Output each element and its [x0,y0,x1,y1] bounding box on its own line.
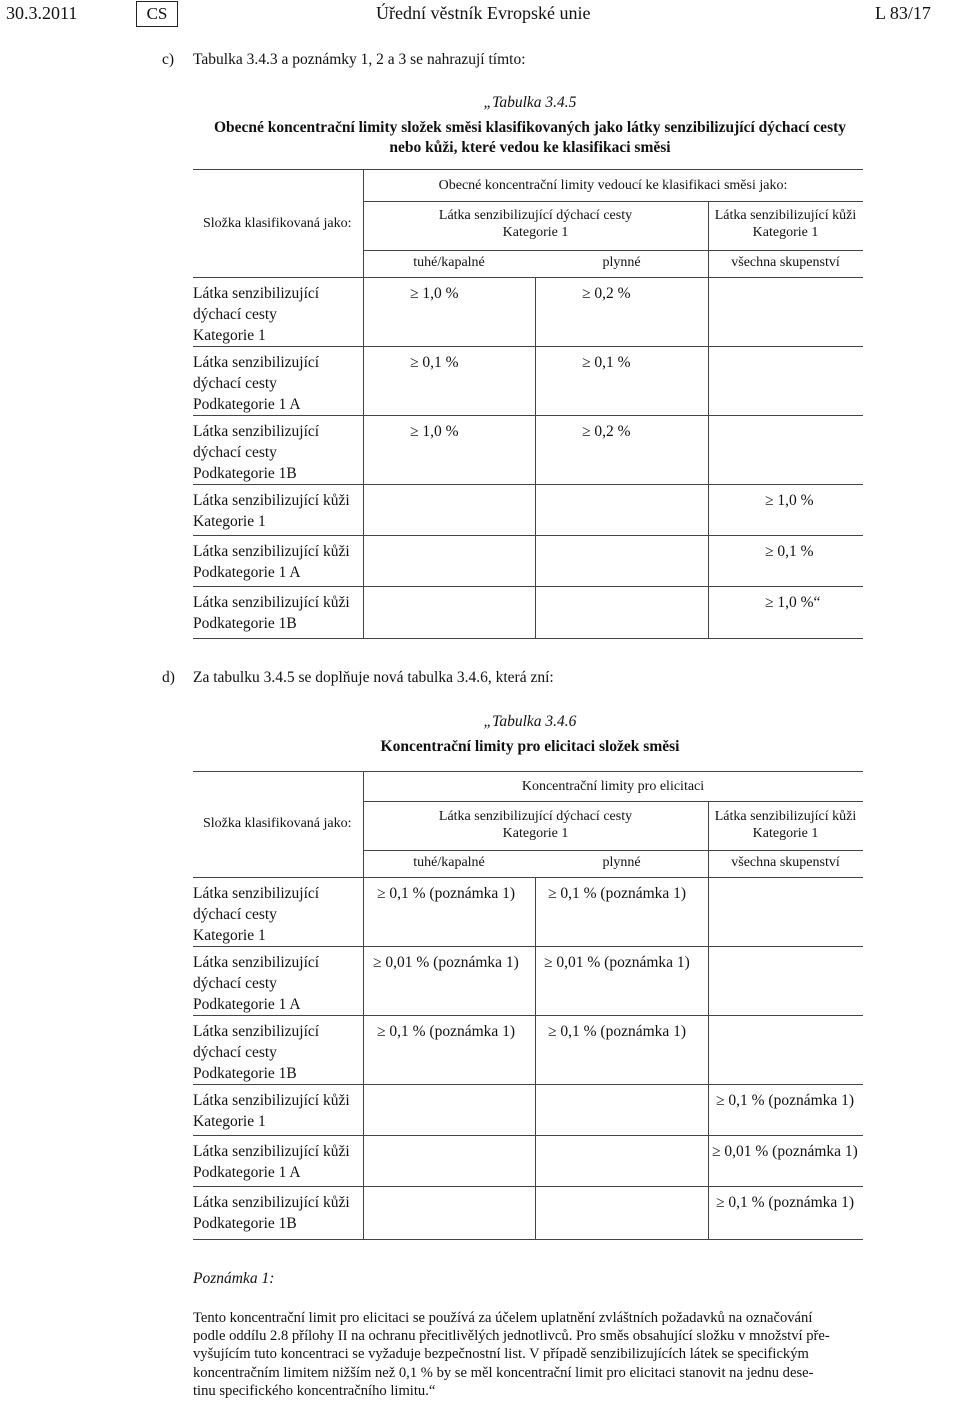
table1-divider [193,415,863,416]
table1-col-skin: Látka senzibilizující kůži Kategorie 1 [714,208,857,240]
table-cell-liquid: ≥ 0,1 % (poznámka 1) [548,885,687,902]
table2-col-divider [535,877,536,1239]
table-cell-solid: ≥ 0,1 % (poznámka 1) [377,1023,516,1040]
table1-col-respiratory: Látka senzibilizující dýchací cesty Kategorie 1 [438,208,633,240]
table1-divider [363,201,863,202]
table-row-label: Látka senzibilizující dýchací cesty Podkategorie 1 A [193,354,320,413]
table1-divider [193,277,863,278]
table-row-label: Látka senzibilizující dýchací cesty Kategorie 1 [193,285,320,344]
table-cell-skin: ≥ 0,01 % (poznámka 1) [712,1143,858,1160]
table-row-label: Látka senzibilizující dýchací cesty Podkategorie 1B [193,423,320,482]
table-cell-skin: ≥ 0,1 % [765,543,814,560]
note-line: koncentračním limitem nižším než 0,1 % by se měl koncentrační limit pro elicitaci stanovit na jednu dese- [193,1364,814,1381]
table1-col-divider [535,277,536,638]
section-d-letter: d) [162,669,175,686]
table-cell-solid: ≥ 1,0 % [410,285,459,302]
table1-bottom-border [193,638,863,639]
table-cell-skin: ≥ 0,1 % (poznámka 1) [716,1194,855,1211]
note-line: tinu specifického koncentračního limitu.“ [193,1382,436,1399]
table2-divider [193,946,863,947]
table-cell-liquid: ≥ 0,1 % (poznámka 1) [548,1023,687,1040]
note-title: Poznámka 1: [193,1270,275,1287]
table1-sub-solid: tuhé/kapalné [413,255,485,270]
table2-col-skin: Látka senzibilizující kůži Kategorie 1 [714,809,857,841]
table-row-label: Látka senzibilizující kůži Kategorie 1 [193,492,350,530]
table-cell-solid: ≥ 0,1 % (poznámka 1) [377,885,516,902]
table1-divider [193,535,863,536]
table1-divider [363,250,863,251]
table2-sub-all: všechna skupenství [731,855,840,870]
table2-col-respiratory: Látka senzibilizující dýchací cesty Kategorie 1 [438,809,633,841]
table-cell-skin: ≥ 1,0 % [765,492,814,509]
table-row-label: Látka senzibilizující kůži Kategorie 1 [193,1092,350,1130]
table1-divider [193,586,863,587]
section-c-text: Tabulka 3.4.3 a poznámky 1, 2 a 3 se nahrazují tímto: [193,51,526,68]
table-row-label: Látka senzibilizující dýchací cesty Podkategorie 1B [193,1023,320,1082]
table2-divider [363,801,863,802]
table2-row-header: Složka klasifikovaná jako: [203,816,352,831]
table-cell-solid: ≥ 0,01 % (poznámka 1) [373,954,519,971]
table-cell-solid: ≥ 0,1 % [410,354,459,371]
table1-title-line2: nebo kůži, které vedou ke klasifikaci směsi [389,139,671,156]
table-row-label: Látka senzibilizující kůži Podkategorie 1B [193,594,350,632]
table2-divider [193,877,863,878]
table2-sub-liquid: plynné [602,855,641,870]
table1-group-header: Obecné koncentrační limity vedoucí ke klasifikaci směsi jako: [438,178,788,193]
table-cell-liquid: ≥ 0,1 % [582,354,631,371]
note-body [193,1309,865,1400]
table2-sub-solid: tuhé/kapalné [413,855,485,870]
table1-sub-liquid: plynné [602,255,641,270]
table-cell-solid: ≥ 1,0 % [410,423,459,440]
journal-title: Úřední věstník Evropské unie [376,3,591,23]
note-line: podle oddílu 2.8 přílohy II na ochranu přecitlivělých jednotlivců. Pro směs obsahující složku v množství pře- [193,1328,830,1345]
table1-divider [193,484,863,485]
table2-top-border [193,771,863,772]
table-cell-liquid: ≥ 0,01 % (poznámka 1) [544,954,690,971]
section-c-letter: c) [162,51,175,68]
note-line: vyšujícím tuto koncentraci se vyžaduje bezpečnostní list. V případě senzibilizujících látek se specifickým [193,1346,809,1363]
table2-bottom-border [193,1239,863,1240]
table1-title-line1: Obecné koncentrační limity složek směsi klasifikovaných jako látky senzibilizující dýchací cesty [213,119,847,136]
page-number: L 83/17 [875,3,931,23]
table-row-label: Látka senzibilizující kůži Podkategorie 1 A [193,1143,350,1181]
table-cell-skin: ≥ 1,0 %“ [765,594,821,611]
table-cell-skin: ≥ 0,1 % (poznámka 1) [716,1092,855,1109]
table1-label: „Tabulka 3.4.5 [483,94,577,111]
table2-group-header: Koncentrační limity pro elicitaci [521,779,705,794]
table-row-label: Látka senzibilizující kůži Podkategorie 1B [193,1194,350,1232]
table1-row-header: Složka klasifikovaná jako: [203,216,352,231]
table1-sub-all: všechna skupenství [731,255,840,270]
table2-label: „Tabulka 3.4.6 [483,713,577,730]
table-row-label: Látka senzibilizující kůži Podkategorie 1 A [193,543,350,581]
table2-title: Koncentrační limity pro elicitaci složek směsi [380,738,680,755]
table2-divider [193,1186,863,1187]
page-header [0,0,960,30]
table2-divider [193,1135,863,1136]
section-d-text: Za tabulku 3.4.5 se doplňuje nová tabulka 3.4.6, která zní: [193,669,554,686]
table2-divider [193,1084,863,1085]
table-cell-liquid: ≥ 0,2 % [582,423,631,440]
table-cell-liquid: ≥ 0,2 % [582,285,631,302]
table2-divider [193,1015,863,1016]
table2-divider [363,850,863,851]
table-row-label: Látka senzibilizující dýchací cesty Podkategorie 1 A [193,954,320,1013]
publication-date: 30.3.2011 [6,3,78,23]
note-line: Tento koncentrační limit pro elicitaci se používá za účelem uplatnění zvláštních požadavků na označování [193,1310,813,1326]
table-row-label: Látka senzibilizující dýchací cesty Kategorie 1 [193,885,320,944]
table1-top-border [193,169,863,170]
language-badge: CS [136,1,178,27]
table1-divider [193,346,863,347]
